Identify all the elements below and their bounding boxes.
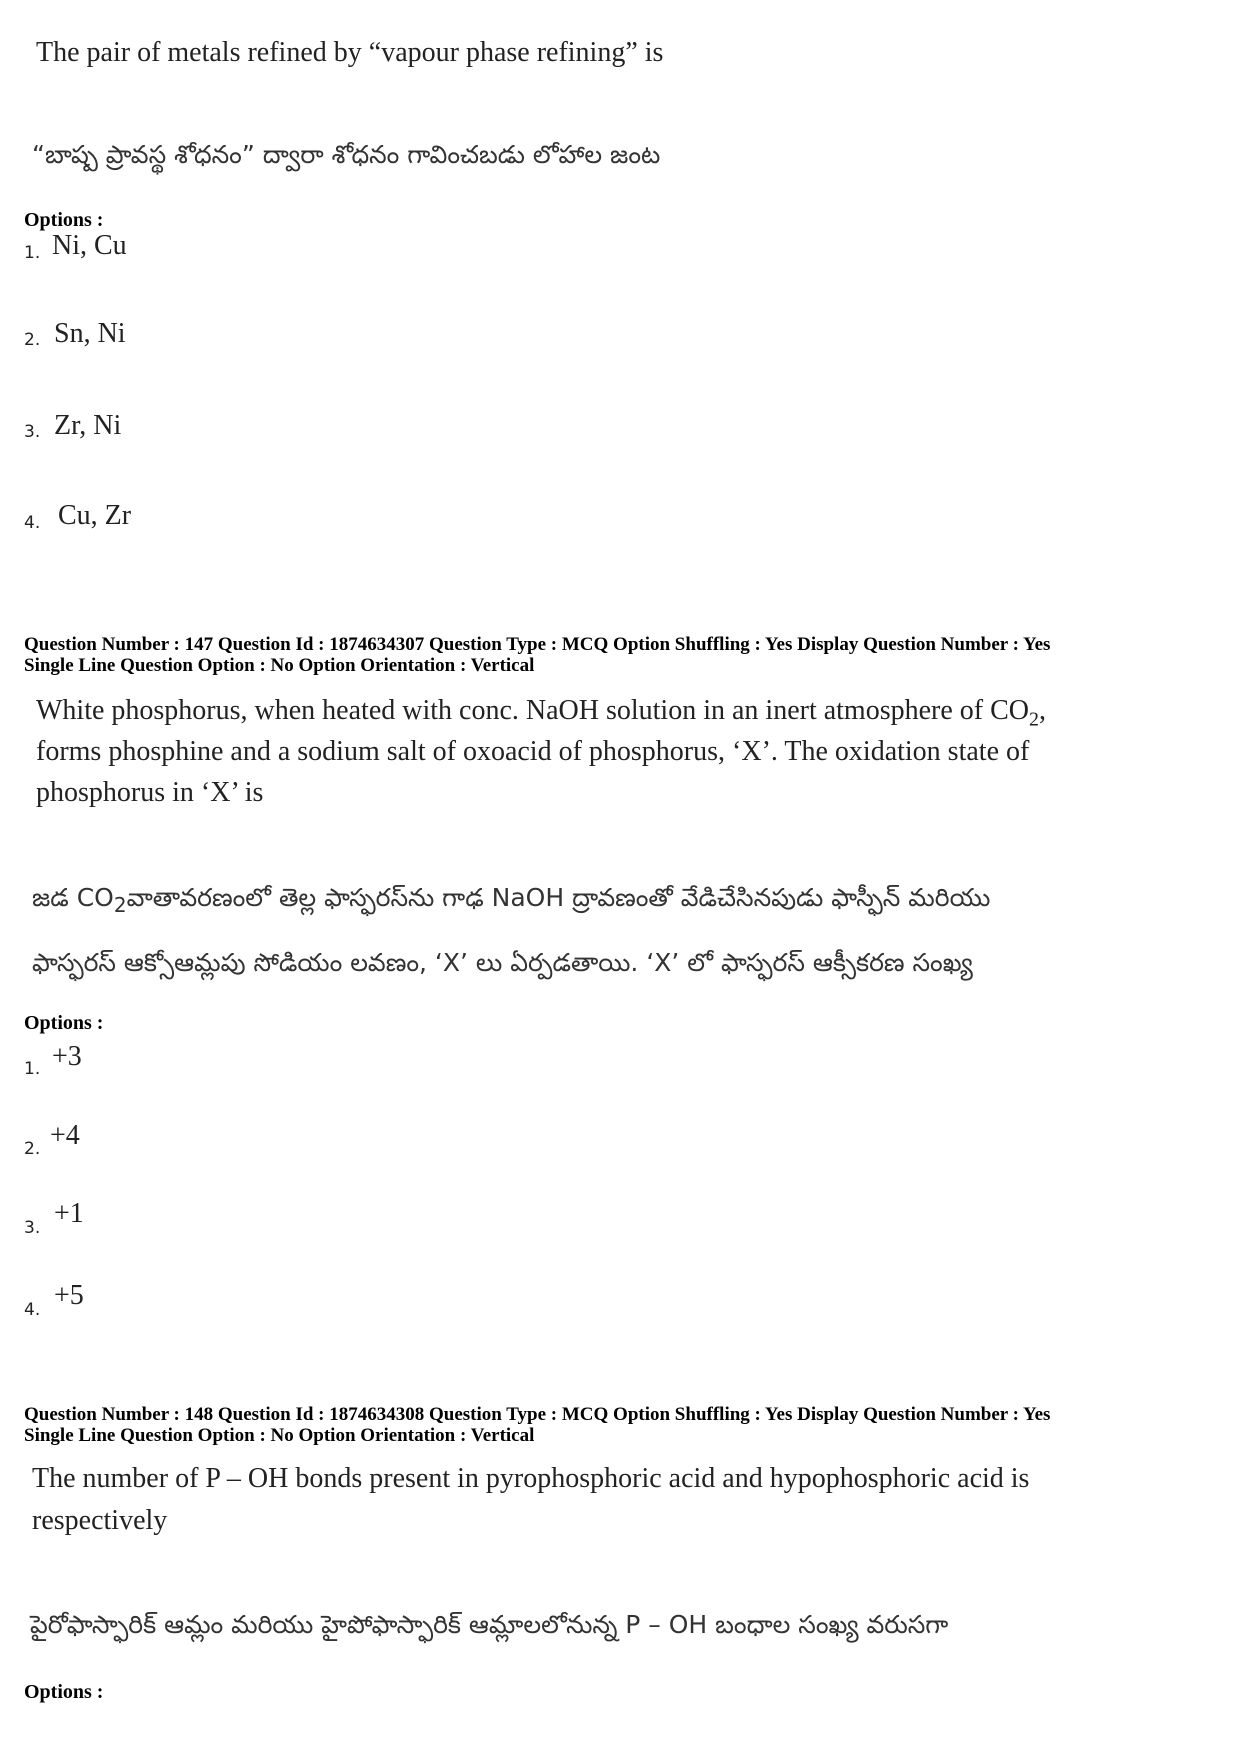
option-2[interactable] <box>24 330 40 350</box>
option-3-value: +1 <box>54 1198 84 1229</box>
option-4[interactable] <box>24 513 40 533</box>
option-number: 4. <box>24 513 41 533</box>
option-1-value: +3 <box>52 1041 82 1072</box>
question-meta-147-line2: Single Line Question Option : No Option Orientation : Vertical <box>24 655 535 676</box>
question-147-text-en-line1 <box>36 690 1046 731</box>
option-1[interactable] <box>24 243 40 263</box>
option-2[interactable] <box>24 1139 40 1159</box>
question-147-text-te-line1 <box>32 883 990 919</box>
text-part: జడ CO <box>32 883 114 912</box>
option-number: 1. <box>24 1059 41 1079</box>
subscript: 2 <box>113 893 127 917</box>
option-3[interactable] <box>24 422 40 442</box>
question-147-text-te-line2: ఫాస్ఫరస్ ఆక్సోఆమ్లపు సోడియం లవణం, ‘X’ లు ఏర్పడతాయి. ‘X’ లో ఫాస్ఫరస్ ఆక్సీకరణ సంఖ్య <box>32 948 973 977</box>
option-number: 1. <box>24 243 41 263</box>
option-4-value: Cu, Zr <box>58 500 132 531</box>
question-146-text-te: “బాష్ప ప్రావస్థ శోధనం” ద్వారా శోధనం గావించబడు లోహాల జంట <box>32 140 661 169</box>
option-number: 3. <box>24 1218 41 1238</box>
option-1[interactable] <box>24 1059 40 1079</box>
option-number: 3. <box>24 422 41 442</box>
question-meta-148-line2: Single Line Question Option : No Option Orientation : Vertical <box>24 1425 535 1446</box>
subscript: 2 <box>1029 708 1040 731</box>
option-4-value: +5 <box>54 1280 84 1311</box>
option-number: 2. <box>24 1139 41 1159</box>
question-148-text-en-line2: respectively <box>32 1505 168 1536</box>
option-number: 4. <box>24 1300 41 1320</box>
question-148-text-en-line1: The number of P – OH bonds present in pyrophosphoric acid and hypophosphoric acid is <box>32 1463 1030 1494</box>
question-147-text-en-line2: forms phosphine and a sodium salt of oxoacid of phosphorus, ‘X’. The oxidation state of <box>36 736 1030 767</box>
option-2-value: Sn, Ni <box>54 318 126 349</box>
question-147-text-en-line3: phosphorus in ‘X’ is <box>36 777 264 808</box>
option-1-value: Ni, Cu <box>52 230 127 261</box>
option-number: 2. <box>24 330 41 350</box>
option-3[interactable] <box>24 1218 40 1238</box>
question-146-text-en: The pair of metals refined by “vapour phase refining” is <box>36 37 664 68</box>
options-label: Options : <box>24 209 104 231</box>
option-2-value: +4 <box>50 1120 80 1151</box>
text-part: వాతావరణంలో తెల్ల ఫాస్ఫరస్‌ను గాఢ NaOH ద్రావణంతో వేడిచేసినపుడు ఫాస్ఫీన్ మరియు <box>126 883 991 912</box>
question-meta-147: Question Number : 147 Question Id : 1874634307 Question Type : MCQ Option Shuffling : Yes Display Question Number : Yes <box>24 634 1051 655</box>
option-3-value: Zr, Ni <box>54 410 122 441</box>
option-4[interactable] <box>24 1300 40 1320</box>
question-meta-148: Question Number : 148 Question Id : 1874634308 Question Type : MCQ Option Shuffling : Yes Display Question Number : Yes <box>24 1404 1051 1425</box>
options-label: Options : <box>24 1681 104 1703</box>
text-part: White phosphorus, when heated with conc. NaOH solution in an inert atmosphere of CO <box>36 695 1030 726</box>
question-148-text-te: పైరోఫాస్ఫారిక్ ఆమ్లం మరియు హైపోఫాస్ఫారిక్ ఆమ్లాలలోనున్న P – OH బంధాల సంఖ్య వరుసగా <box>30 1610 949 1639</box>
text-part: , <box>1039 695 1047 726</box>
options-label: Options : <box>24 1012 104 1034</box>
